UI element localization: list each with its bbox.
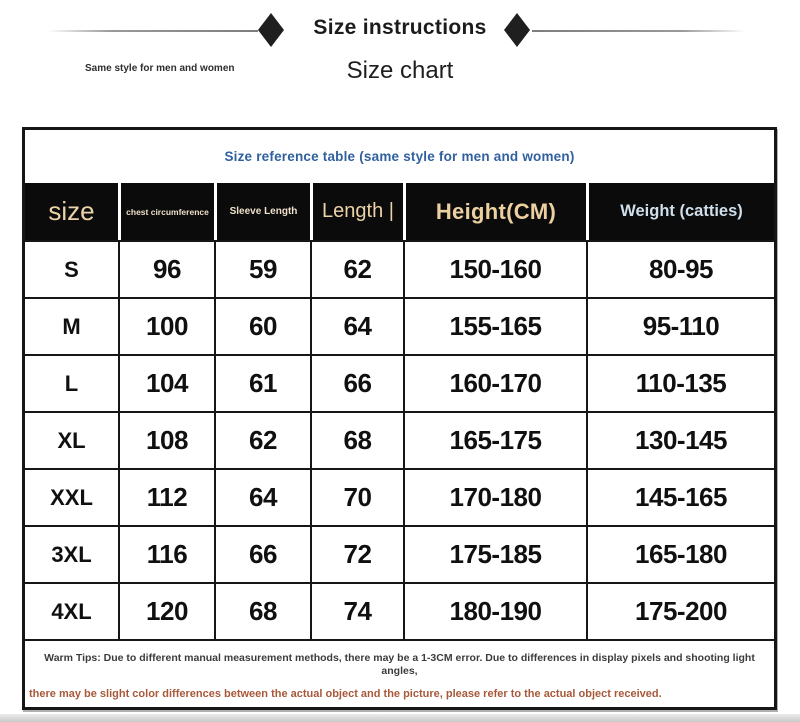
table-row bbox=[25, 525, 774, 582]
size-label: M bbox=[62, 313, 81, 339]
size-label: S bbox=[64, 256, 79, 282]
chest-value: 120 bbox=[146, 596, 188, 626]
diamond-icon bbox=[258, 13, 284, 47]
sleeve-value: 68 bbox=[249, 596, 277, 626]
column-header-size: size bbox=[25, 183, 118, 240]
divider-line-right bbox=[532, 30, 746, 32]
height-value: 160-170 bbox=[449, 368, 542, 398]
sleeve-value: 60 bbox=[249, 311, 277, 341]
table-header-row bbox=[25, 183, 774, 240]
column-header-sleeve: Sleeve Length bbox=[214, 183, 310, 240]
weight-value: 95-110 bbox=[642, 311, 720, 341]
sleeve-value: 61 bbox=[249, 368, 277, 398]
weight-value: 110-135 bbox=[635, 368, 727, 398]
diamond-icon bbox=[504, 13, 530, 47]
length-value: 64 bbox=[343, 311, 372, 341]
men-women-note: Same style for men and women bbox=[85, 63, 235, 74]
table-caption: Size reference table (same style for men and women) bbox=[224, 149, 575, 164]
size-label: L bbox=[64, 370, 79, 396]
warm-tips-line2: there may be slight color differences between the actual object and the picture, please refer to the actual object received. bbox=[29, 688, 662, 701]
chest-value: 112 bbox=[146, 482, 188, 512]
warm-tips bbox=[25, 639, 774, 707]
column-header-weight: Weight (catties) bbox=[586, 183, 774, 240]
table-row bbox=[25, 411, 774, 468]
column-header-length: Length | bbox=[310, 183, 403, 240]
sleeve-value: 66 bbox=[249, 539, 277, 569]
table-row bbox=[25, 240, 774, 297]
weight-value: 175-200 bbox=[635, 596, 727, 626]
weight-value: 165-180 bbox=[635, 539, 727, 569]
size-label: 3XL bbox=[51, 541, 92, 567]
height-value: 175-185 bbox=[449, 539, 542, 569]
length-value: 66 bbox=[343, 368, 372, 398]
weight-value: 130-145 bbox=[635, 425, 727, 455]
divider-line-left bbox=[47, 30, 258, 32]
chest-value: 104 bbox=[146, 368, 188, 398]
height-value: 150-160 bbox=[449, 254, 542, 284]
height-value: 180-190 bbox=[449, 596, 542, 626]
length-value: 62 bbox=[343, 254, 372, 284]
length-value: 74 bbox=[343, 596, 372, 626]
bottom-gray-strip bbox=[0, 714, 800, 722]
height-value: 170-180 bbox=[449, 482, 542, 512]
column-header-chest: chest circumference bbox=[118, 183, 214, 240]
chest-value: 96 bbox=[153, 254, 181, 284]
sleeve-value: 64 bbox=[249, 482, 277, 512]
chest-value: 116 bbox=[146, 539, 188, 569]
column-header-height: Height(CM) bbox=[403, 183, 586, 240]
size-label: XL bbox=[57, 427, 86, 453]
table-row bbox=[25, 582, 774, 639]
height-value: 165-175 bbox=[449, 425, 542, 455]
size-label: 4XL bbox=[51, 598, 92, 624]
weight-value: 145-165 bbox=[635, 482, 727, 512]
weight-value: 80-95 bbox=[649, 254, 713, 284]
sleeve-value: 59 bbox=[249, 254, 277, 284]
table-row bbox=[25, 468, 774, 525]
table-row bbox=[25, 354, 774, 411]
length-value: 70 bbox=[343, 482, 372, 512]
warm-tips-line1: Warm Tips: Due to different manual measurement methods, there may be a 1-3CM error. Due to differences in display pixels and shooting light angles, bbox=[44, 652, 755, 678]
sleeve-value: 62 bbox=[249, 425, 277, 455]
size-table bbox=[22, 127, 777, 710]
banner-title: Size instructions bbox=[313, 16, 487, 39]
table-row bbox=[25, 297, 774, 354]
chest-value: 100 bbox=[146, 311, 188, 341]
size-label: XXL bbox=[50, 484, 93, 510]
length-value: 72 bbox=[343, 539, 372, 569]
page-title: Size chart bbox=[346, 57, 454, 84]
chest-value: 108 bbox=[146, 425, 188, 455]
height-value: 155-165 bbox=[449, 311, 542, 341]
length-value: 68 bbox=[343, 425, 372, 455]
